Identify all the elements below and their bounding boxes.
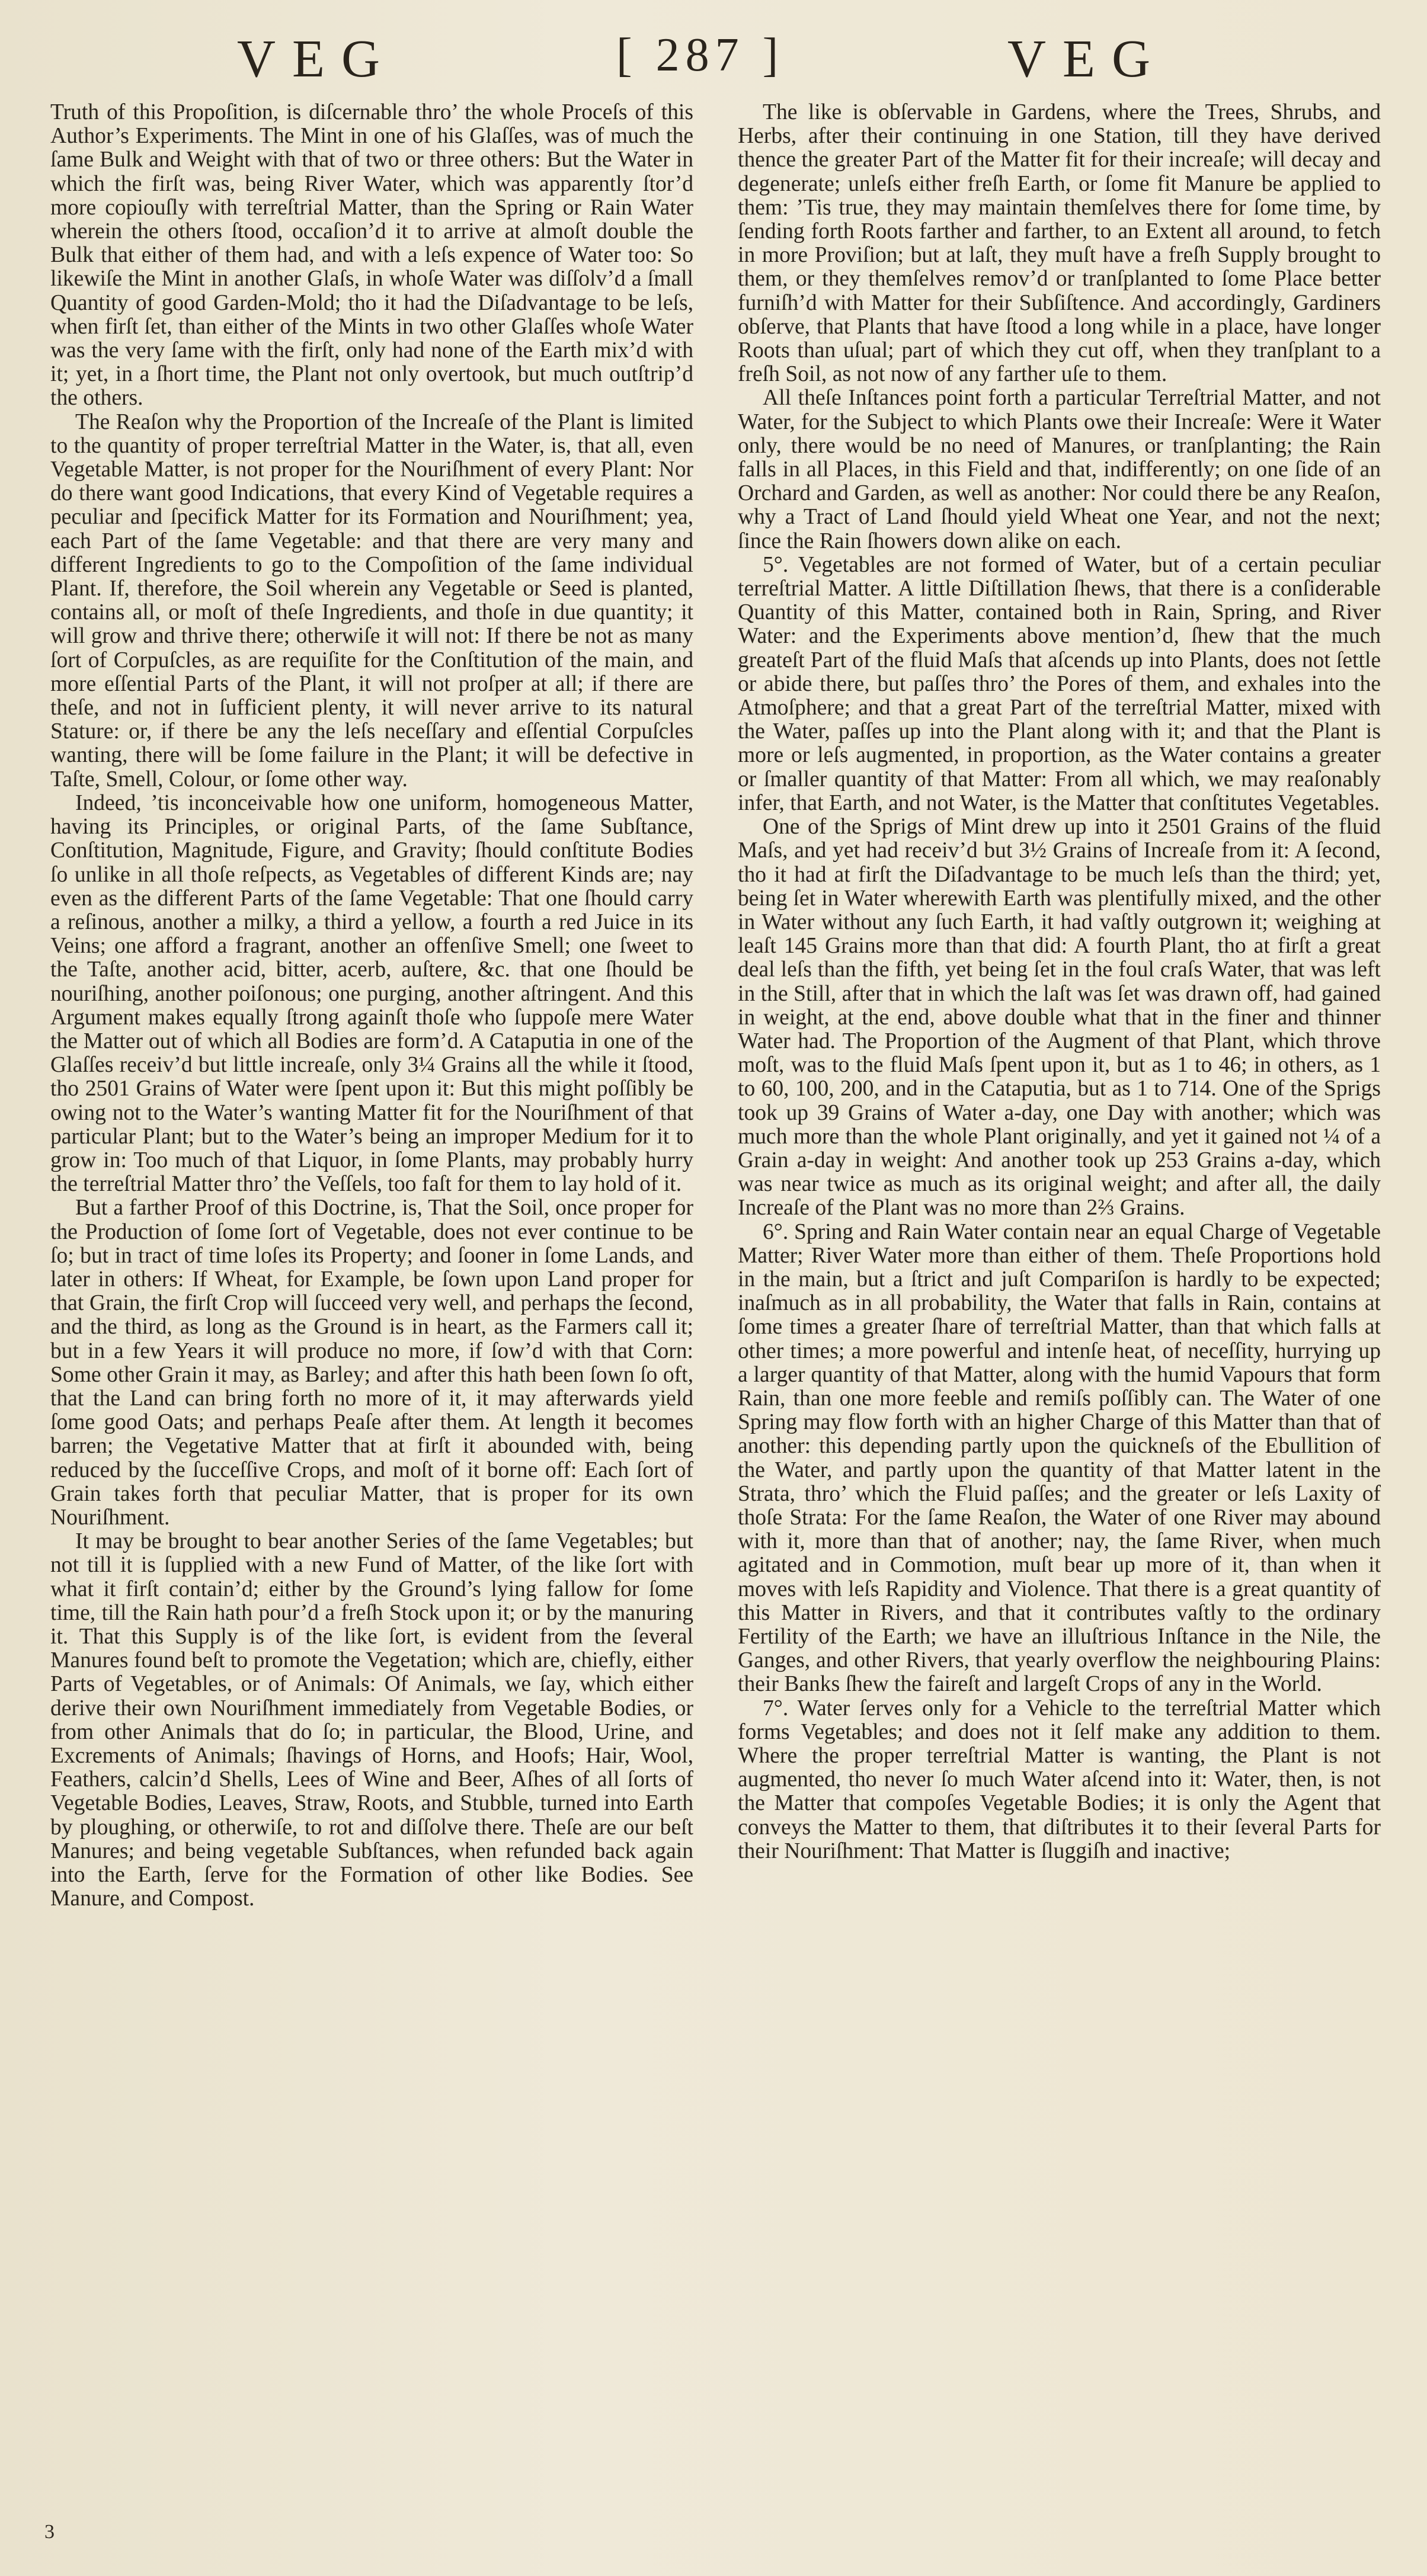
- left-column: [50, 101, 693, 1911]
- paragraph: 5°. Vegetables are not formed of Water, but of a certain peculiar terreſtrial Matter. A little Diſtillation ſhews, that there is a conſiderable Quantity of this Matter, contained both in Rain, Spring, and River Water: and the Experiments above mention’d, ſhew that the much greateſt Part of the fluid Maſs that aſcends up into Plants, does not ſettle or abide there, but paſſes thro’ the Pores of them, and exhales into the Atmoſphere; and that a great Part of the terreſtrial Matter, mixed with the Water, paſſes up into the Plant along with it; and that the Plant is more or leſs augmented, in proportion, as the Water contains a greater or ſmaller quantity of that Matter: From all which, we may reaſonably infer, that Earth, and not Water, is the Matter that conſtitutes Vegetables.: [738, 552, 1381, 815]
- signature-mark: 3: [44, 2521, 55, 2543]
- running-header: [0, 28, 1427, 94]
- paragraph: But a farther Proof of this Doctrine, is, That the Soil, once proper for the Production of ſome ſort of Vegetable, does not ever continue to be ſo; but in tract of time loſes its Property; and ſooner in ſome Lands, and later in others: If Wheat, for Example, be ſown upon Land proper for that Grain, the firſt Crop will ſucceed very well, and perhaps the ſecond, and the third, as long as the Ground is in heart, as the Farmers call it; but in a few Years it will produce no more, if ſow’d with that Corn: Some other Grain it may, as Barley; and after this hath been ſown ſo oft, that the Land can bring forth no more of it, it may afterwards yield ſome good Oats; and perhaps Peaſe after them. At length it becomes barren; the Vegetative Matter that at firſt it abounded with, being reduced by the ſucceſſive Crops, and moſt of it borne off: Each ſort of Grain takes forth that peculiar Matter, that is proper for its own Nouriſhment.: [50, 1196, 693, 1530]
- paragraph: All theſe Inſtances point forth a particular Terreſtrial Matter, and not Water, for the Subject to which Plants owe their Increaſe: Were it Water only, there would be no need of Manures, or tranſplanting; the Rain falls in all Places, in this Field and that, indifferently; on one ſide of an Orchard and Garden, as well as another: Nor could there be any Reaſon, why a Tract of Land ſhould yield Wheat one Year, and not the next; ſince the Rain ſhowers down alike on each.: [738, 386, 1381, 553]
- paragraph: The like is obſervable in Gardens, where the Trees, Shrubs, and Herbs, after their continuing in one Station, till they have derived thence the greater Part of the Matter fit for their increaſe; will decay and degenerate; unleſs either freſh Earth, or ſome fit Manure be applied to them: ’Tis true, they may maintain themſelves there for ſome time, by ſending forth Roots farther and farther, to an Extent all around, to fetch in more Proviſion; but at laſt, they muſt have a freſh Supply brought to them, or they themſelves remov’d or tranſplanted to ſome Place better furniſh’d with Matter for their Subſiſtence. And accordingly, Gardiners obſerve, that Plants that have ſtood a long while in a place, have longer Roots than uſual; part of which they cut off, when they tranſplant to a freſh Soil, as not now of any farther uſe to them.: [738, 100, 1381, 387]
- paragraph: One of the Sprigs of Mint drew up into it 2501 Grains of the fluid Maſs, and yet had receiv’d but 3½ Grains of Increaſe from it: A ſecond, tho it had at firſt the Diſadvantage to be much leſs than the third; yet, being ſet in Water wherewith Earth was plentifully mixed, and the other in Water without any ſuch Earth, it had vaſtly outgrown it; weighing at leaſt 145 Grains more than that did: A fourth Plant, tho at firſt a great deal leſs than the fifth, yet being ſet in the foul craſs Water, that was left in the Still, after that in which the laſt was ſet was drawn off, had gained in weight, at the end, above double what that in the finer and thinner Water had. The Proportion of the Augment of that Plant, which throve moſt, was to the fluid Maſs ſpent upon it, but as 1 to 46; in others, as 1 to 60, 100, 200, and in the Cataputia, but as 1 to 714. One of the Sprigs took up 39 Grains of Water a-day, one Day with another; which was much more than the whole Plant originally, and yet it gained not ¼ of a Grain a-day in weight: And another took up 253 Grains a-day, which was near twice as much as its original weight; and after all, the daily Increaſe of the Plant was no more than 2⅔ Grains.: [738, 815, 1381, 1220]
- paragraph: 7°. Water ſerves only for a Vehicle to the terreſtrial Matter which forms Vegetables; and does not it ſelf make any addition to them. Where the proper terreſtrial Matter is wanting, the Plant is not augmented, tho never ſo much Water aſcend into it: Water, then, is not the Matter that compoſes Vegetable Bodies; it is only the Agent that conveys the Matter to them, that diſtributes it to their ſeveral Parts for their Nouriſhment: That Matter is ſluggiſh and inactive;: [738, 1696, 1381, 1863]
- paragraph: 6°. Spring and Rain Water contain near an equal Charge of Vegetable Matter; River Water more than either of them. Theſe Proportions hold in the main, but a ſtrict and juſt Compariſon is hardly to be expected; inaſmuch as in all probability, the Water that falls in Rain, contains at ſome times a greater ſhare of terreſtrial Matter, than that which falls at other times; a more powerful and intenſe heat, of neceſſity, hurrying up a larger quantity of that Matter, along with the humid Vapours that form Rain, than one more feeble and remiſs poſſibly can. The Water of one Spring may flow forth with an higher Charge of this Matter than that of another: this depending partly upon the quickneſs of the Ebullition of the Water, and partly upon the quantity of that Matter latent in the Strata, thro’ which the Fluid paſſes; and the greater or leſs Laxity of thoſe Strata: For the ſame Reaſon, the Water of one River may abound with it, more than that of another; nay, the ſame River, when much agitated and in Commotion, muſt bear up more of it, than when it moves with leſs Rapidity and Violence. That there is a great quantity of this Matter in Rivers, and that it contributes vaſtly to the ordinary Fertility of the Earth; we have an illuſtrious Inſtance in the Nile, the Ganges, and other Rivers, that yearly overflow the neighbouring Plains: their Banks ſhew the faireſt and largeſt Crops of any in the World.: [738, 1219, 1381, 1697]
- right-column: [738, 101, 1381, 1863]
- paragraph: The Reaſon why the Proportion of the Increaſe of the Plant is limited to the quantity of proper terreſtrial Matter in the Water, is, that all, even Vegetable Matter, is not proper for the Nouriſhment of every Plant: Nor do there want good Indications, that every Kind of Vegetable requires a peculiar and ſpecifick Matter for its Formation and Nouriſhment; yea, each Part of the ſame Vegetable: and that there are very many and different Ingredients to go to the Compoſition of the ſame individual Plant. If, therefore, the Soil wherein any Vegetable or Seed is planted, contains all, or moſt of theſe Ingredients, and thoſe in due quantity; it will grow and thrive there; otherwiſe it will not: If there be not as many ſort of Corpuſcles, as are requiſite for the Conſtitution of the main, and more eſſential Parts of the Plant, it will not proſper at all; if there are theſe, and not in ſufficient plenty, it will never arrive to its natural Stature: or, if there be any the leſs neceſſary and eſſential Corpuſcles wanting, there will be ſome failure in the Plant; it will be defective in Taſte, Smell, Colour, or ſome other way.: [50, 409, 693, 792]
- page-number: [ 287 ]: [616, 29, 785, 81]
- paragraph: Truth of this Propoſition, is diſcernable thro’ the whole Proceſs of this Author’s Experiments. The Mint in one of his Glaſſes, was of much the ſame Bulk and Weight with that of two or three others: But the Water in which the firſt was, being River Water, which was apparently ſtor’d more copiouſly with terreſtrial Matter, than the Spring or Rain Water wherein the others ſtood, occaſion’d it to arrive at almoſt double the Bulk that either of them had, and with a leſs expence of Water too: So likewiſe the Mint in another Glaſs, in whoſe Water was diſſolv’d a ſmall Quantity of good Garden-Mold; tho it had the Diſadvantage to be leſs, when firſt ſet, than either of the Mints in two other Glaſſes whoſe Water was the very ſame with the firſt, only had none of the Earth mix’d with it; yet, in a ſhort time, the Plant not only overtook, but much outſtrip’d the others.: [50, 100, 693, 411]
- header-right-catchword: VEG: [1007, 30, 1167, 88]
- header-left-catchword: VEG: [237, 30, 396, 88]
- paragraph: It may be brought to bear another Series of the ſame Vegetables; but not till it is ſupplied with a new Fund of Matter, of the like ſort with what it firſt contain’d; either by the Ground’s lying fallow for ſome time, till the Rain hath pour’d a freſh Stock upon it; or by the manuring it. That this Supply is of the like ſort, is evident from the ſeveral Manures found beſt to promote the Vegetation; which are, chiefly, either Parts of Vegetables, or of Animals: Of Animals, we ſay, which either derive their own Nouriſhment immediately from Vegetable Bodies, or from other Animals that do ſo; in particular, the Blood, Urine, and Excrements of Animals; ſhavings of Horns, and Hoofs; Hair, Wool, Feathers, calcin’d Shells, Lees of Wine and Beer, Aſhes of all ſorts of Vegetable Bodies, Leaves, Straw, Roots, and Stubble, turned into Earth by ploughing, or otherwiſe, to rot and diſſolve there. Theſe are our beſt Manures; and being vegetable Subſtances, when refunded back again into the Earth, ſerve for the Formation of other like Bodies. See Manure, and Compost.: [50, 1529, 693, 1911]
- paragraph: Indeed, ’tis inconceivable how one uniform, homogeneous Matter, having its Principles, or original Parts, of the ſame Subſtance, Conſtitution, Magnitude, Figure, and Gravity; ſhould conſtitute Bodies ſo unlike in all thoſe reſpects, as Vegetables of different Kinds are; nay even as the different Parts of the ſame Vegetable: That one ſhould carry a reſinous, another a milky, a third a yellow, a fourth a red Juice in its Veins; one afford a fragrant, another an offenſive Smell; one ſweet to the Taſte, another acid, bitter, acerb, auſtere, &c. that one ſhould be nouriſhing, another poiſonous; one purging, another aſtringent. And this Argument makes equally ſtrong againſt thoſe who ſuppoſe mere Water the Matter out of which all Bodies are form’d. A Cataputia in one of the Glaſſes receiv’d but little increaſe, only 3¼ Grains all the while it ſtood, tho 2501 Grains of Water were ſpent upon it: But this might poſſibly be owing not to the Water’s wanting Matter fit for the Nouriſhment of that particular Plant; but to the Water’s being an improper Medium for it to grow in: Too much of that Liquor, in ſome Plants, may probably hurry the terreſtrial Matter thro’ the Veſſels, too faſt for them to lay hold of it.: [50, 790, 693, 1197]
